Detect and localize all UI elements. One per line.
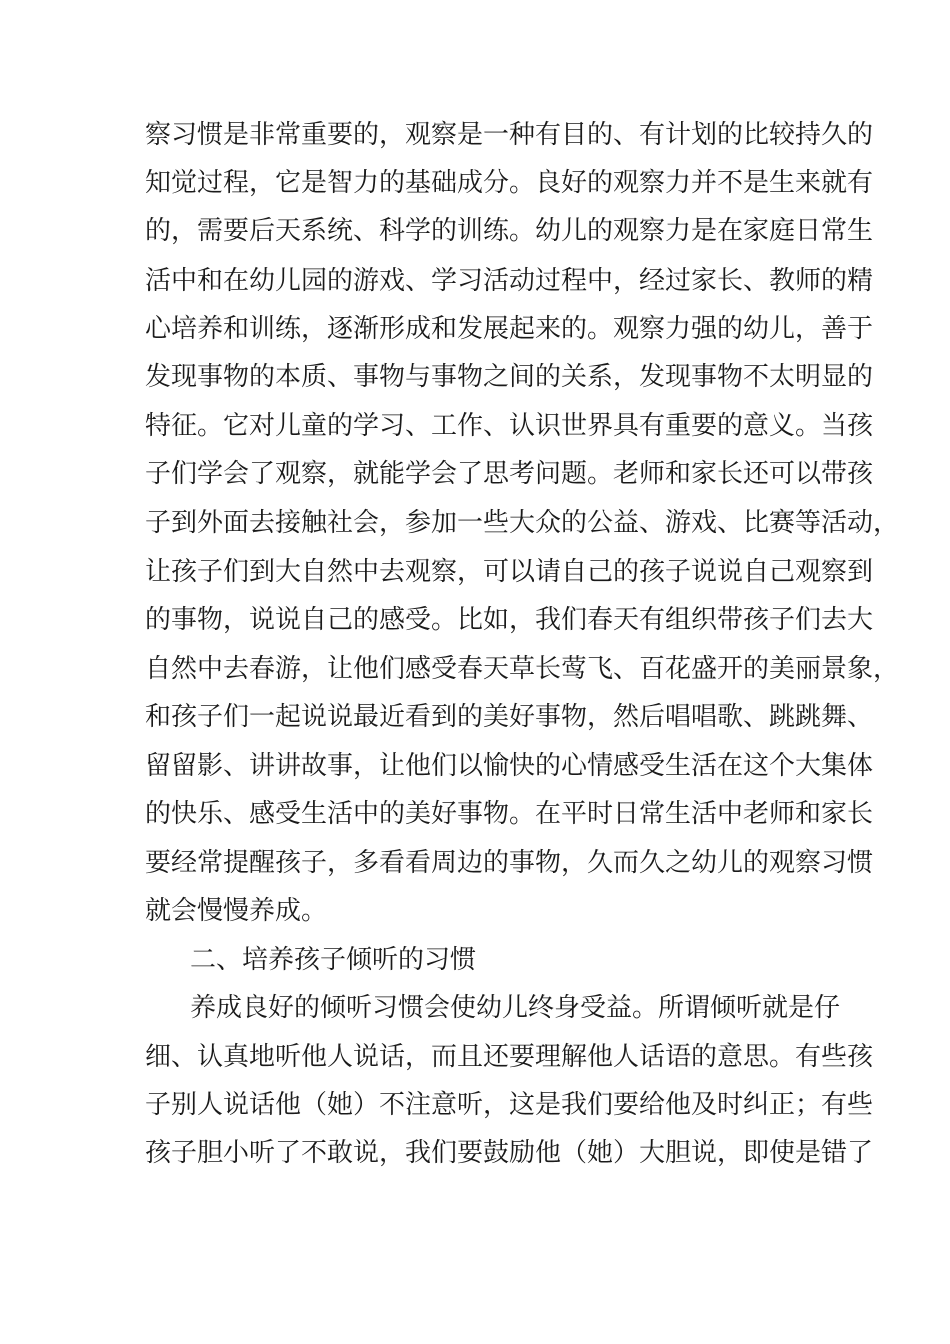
paragraph-line: 子们学会了观察，就能学会了思考问题。老师和家长还可以带孩 [145, 459, 874, 489]
paragraph-line: 孩子胆小听了不敢说，我们要鼓励他（她）大胆说，即使是错了 [145, 1138, 874, 1168]
paragraph-line: 的快乐、感受生活中的美好事物。在平时日常生活中老师和家长 [145, 799, 874, 829]
paragraph-line: 知觉过程，它是智力的基础成分。良好的观察力并不是生来就有 [145, 168, 874, 198]
paragraph-line: 让孩子们到大自然中去观察，可以请自己的孩子说说自己观察到 [145, 557, 874, 587]
paragraph-line: 要经常提醒孩子，多看看周边的事物，久而久之幼儿的观察习惯 [145, 848, 874, 878]
paragraph-line: 子到外面去接触社会，参加一些大众的公益、游戏、比赛等活动， [145, 508, 900, 538]
paragraph-line: 细、认真地听他人说话，而且还要理解他人话语的意思。有些孩 [145, 1042, 874, 1072]
paragraph-line: 自然中去春游，让他们感受春天草长莺飞、百花盛开的美丽景象， [145, 654, 900, 684]
paragraph-line: 的，需要后天系统、科学的训练。幼儿的观察力是在家庭日常生 [145, 216, 874, 246]
paragraph-line: 就会慢慢养成。 [145, 896, 328, 926]
paragraph-line: 子别人说话他（她）不注意听，这是我们要给他及时纠正；有些 [145, 1090, 874, 1120]
paragraph-line: 察习惯是非常重要的，观察是一种有目的、有计划的比较持久的 [145, 120, 874, 150]
paragraph-line: 活中和在幼儿园的游戏、学习活动过程中，经过家长、教师的精 [145, 266, 874, 296]
paragraph-line: 养成良好的倾听习惯会使幼儿终身受益。所谓倾听就是仔 [190, 993, 841, 1023]
paragraph-line: 留留影、讲讲故事，让他们以愉快的心情感受生活在这个大集体 [145, 751, 874, 781]
paragraph-line: 心培养和训练，逐渐形成和发展起来的。观察力强的幼儿，善于 [145, 314, 874, 344]
paragraph-line: 发现事物的本质、事物与事物之间的关系，发现事物不太明显的 [145, 362, 874, 392]
paragraph-line: 和孩子们一起说说最近看到的美好事物，然后唱唱歌、跳跳舞、 [145, 702, 874, 732]
paragraph-line: 特征。它对儿童的学习、工作、认识世界具有重要的意义。当孩 [145, 411, 874, 441]
paragraph-line: 的事物，说说自己的感受。比如，我们春天有组织带孩子们去大 [145, 605, 874, 635]
section-heading: 二、培养孩子倾听的习惯 [190, 945, 477, 975]
